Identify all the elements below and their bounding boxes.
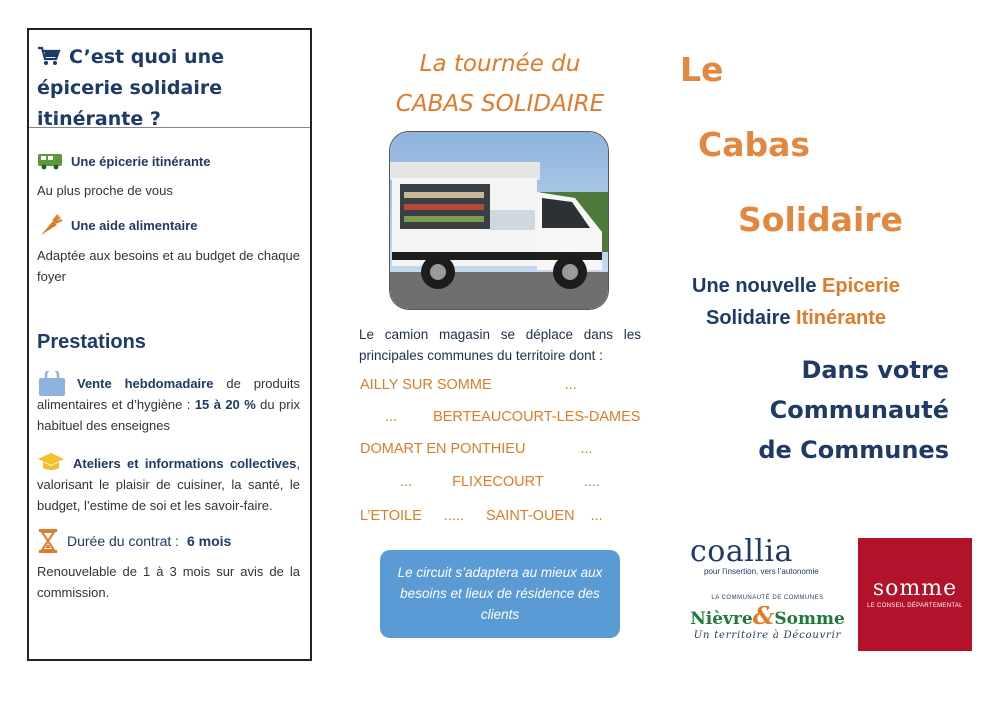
somme-logo: somme LE CONSEIL DÉPARTEMENTAL xyxy=(858,538,972,651)
shopping-cart-icon xyxy=(37,46,61,66)
info-panel xyxy=(27,28,312,661)
prestation-workshops: Ateliers et informations collectives, valorisant le plaisir de cuisiner, la santé, le budget, l’estime de soi et les savoir-faire. xyxy=(37,453,300,516)
feature-food-aid-text: Adaptée aux besoins et au budget de chaque foyer xyxy=(37,248,300,284)
nievre-somme-logo: LA COMMUNAUTÉ DE COMMUNES Nièvre&Somme Un territoire à Découvrir xyxy=(690,595,845,641)
shopping-bag-icon xyxy=(37,371,67,397)
title-word-cabas: Cabas xyxy=(698,125,811,164)
title-word-solidaire: Solidaire xyxy=(738,200,903,239)
bus-icon xyxy=(37,152,63,170)
feature-itinerant-text: Au plus proche de vous xyxy=(37,183,173,198)
subtitle-line2: Solidaire Itinérante xyxy=(706,307,887,329)
feature-food-aid: Une aide alimentaire xyxy=(37,213,300,237)
info-panel-header xyxy=(29,30,310,128)
truck-photo xyxy=(389,131,609,310)
info-panel-body xyxy=(29,152,310,603)
carrot-icon xyxy=(37,213,63,237)
graduation-cap-icon xyxy=(37,451,65,473)
prestations-heading: Prestations xyxy=(37,331,146,353)
commune-row: ... BERTEAUCOURT-LES-DAMES xyxy=(385,409,641,425)
commune-row: L’ETOILE ..... SAINT-OUEN ... xyxy=(360,508,603,524)
commune-row: AILLY SUR SOMME ... xyxy=(360,377,577,393)
subtitle-line1: Une nouvelle Epicerie xyxy=(692,275,900,297)
intro-text: Le camion magasin se déplace dans les principales communes du territoire dont : xyxy=(359,327,641,363)
circuit-note-box: Le circuit s’adaptera au mieux aux besoins et lieux de résidence des clients xyxy=(380,550,620,638)
community-heading: Dans votre Communauté de Communes xyxy=(758,356,949,464)
feature-itinerant: Une épicerie itinérante xyxy=(37,152,300,170)
hourglass-icon xyxy=(37,528,59,554)
truck-image xyxy=(390,132,609,310)
contract-renewal-text: Renouvelable de 1 à 3 mois sur avis de la commission. xyxy=(37,564,300,600)
tour-title: La tournée du CABAS SOLIDAIRE xyxy=(395,51,605,117)
commune-row: DOMART EN PONTHIEU ... xyxy=(360,441,593,457)
info-title: C’est quoi une épicerie solidaire itinérante ? xyxy=(37,46,224,130)
title-word-le: Le xyxy=(680,50,724,89)
prestation-contract-duration: Durée du contrat : 6 mois xyxy=(37,528,300,554)
prestation-weekly-sale: Vente hebdomadaire de produits alimentaires et d’hygiène : 15 à 20 % du prix habituel des enseignes xyxy=(37,371,300,436)
commune-row: ... FLIXECOURT .... xyxy=(400,474,600,490)
coallia-logo: coallia pour l’insertion, vers l’autonomie xyxy=(690,534,819,576)
